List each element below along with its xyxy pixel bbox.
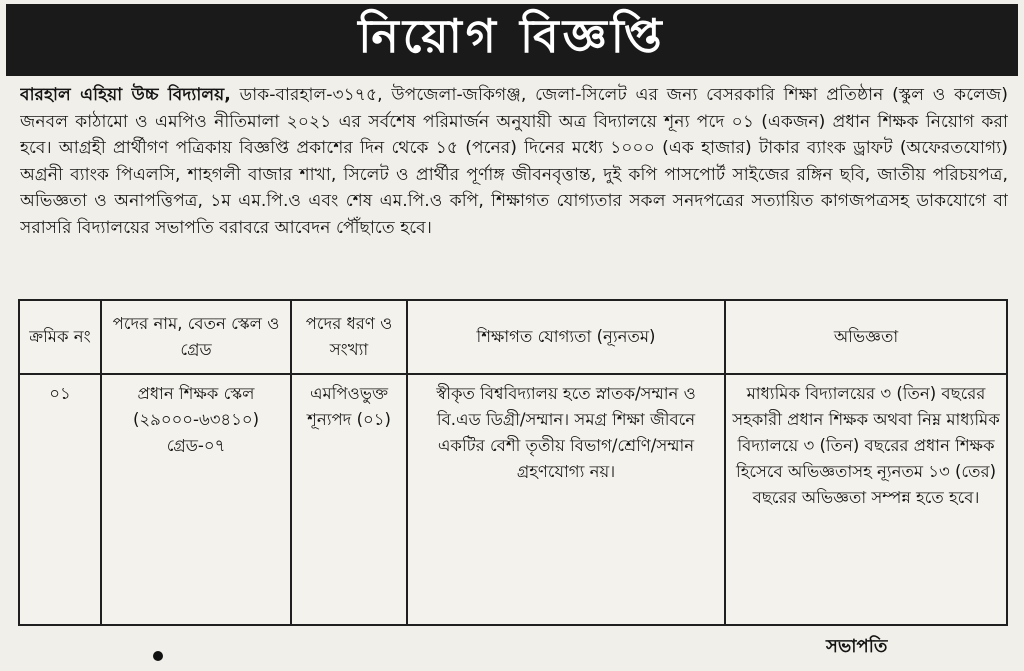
notice-title: নিয়োগ বিজ্ঞপ্তি (358, 9, 666, 63)
cell-type: এমপিওভুক্ত শূন্যপদ (০১) (291, 374, 407, 625)
header-type: পদের ধরণ ও সংখ্যা (291, 300, 407, 374)
institution-name: বারহাল এহিয়া উচ্চ বিদ্যালয়, (20, 85, 231, 105)
header-serial: ক্রমিক নং (19, 300, 101, 374)
cell-post: প্রধান শিক্ষক স্কেল (২৯০০০-৬৩৪১০) গ্রেড-০৭ (101, 374, 291, 625)
signature-label: সভাপতি (826, 636, 888, 657)
bullet-mark (153, 651, 163, 661)
notice-banner (6, 4, 1018, 76)
header-experience: অভিজ্ঞতা (725, 300, 1007, 374)
cell-serial: ০১ (19, 374, 101, 625)
header-post: পদের নাম, বেতন স্কেল ও গ্রেড (101, 300, 291, 374)
cell-qualification: স্বীকৃত বিশ্ববিদ্যালয় হতে স্নাতক/সম্মান ও বি.এড ডিগ্রী/সম্মান। সমগ্র শিক্ষা জীবনে একটির বেশী তৃতীয় বিভাগ/শ্রেণি/সম্মান গ্রহণযোগ্য নয়। (407, 374, 725, 625)
table-row (19, 374, 1007, 625)
header-qualification: শিক্ষাগত যোগ্যতা (ন্যূনতম) (407, 300, 725, 374)
notice-text: ডাক-বারহাল-৩১৭৫, উপজেলা-জকিগঞ্জ, জেলা-সিলেট এর জন্য বেসরকারি শিক্ষা প্রতিষ্ঠান (স্কুল ও কলেজ) জনবল কাঠামো ও এমপিও নীতিমালা ২০২১ এর সর্বশেষ পরিমার্জন অনুযায়ী অত্র বিদ্যালয়ে শূন্য পদে ০১ (একজন) প্রধান শিক্ষক নিয়োগ করা হবে। আগ্রহী প্রার্থীগণ পত্রিকায় বিজ্ঞপ্তি প্রকাশের দিন থেকে ১৫ (পনের) দিনের মধ্যে ১০০০ (এক হাজার) টাকার ব্যাংক ড্রাফট (অফেরতযোগ্য) অগ্রনী ব্যাংক পিএলসি, শাহগলী বাজার শাখা, সিলেট ও প্রার্থীর পূর্ণাঙ্গ জীবনবৃত্তান্ত, দুই কপি পাসপোর্ট সাইজের রঙ্গিন ছবি, জাতীয় পরিচয়পত্র, অভিজ্ঞতা ও অনাপত্তিপত্র, ১ম এম.পি.ও এবং শেষ এম.পি.ও কপি, শিক্ষাগত যোগ্যতার সকল সনদপত্রের সত্যায়িত কাগজপত্রসহ ডাকযোগে বা সরাসরি বিদ্যালয়ের সভাপতি বরাবরে আবেদন পৌঁছাতে হবে। (20, 85, 1008, 238)
vacancy-table (18, 299, 1008, 626)
table-header-row (19, 300, 1007, 374)
notice-body (20, 82, 1008, 292)
cell-experience: মাধ্যমিক বিদ্যালয়ের ৩ (তিন) বছরের সহকারী প্রধান শিক্ষক অথবা নিম্ন মাধ্যমিক বিদ্যালয়ে ৩ (তিন) বছরের প্রধান শিক্ষক হিসেবে অভিজ্ঞতাসহ ন্যূনতম ১৩ (তের) বছরের অভিজ্ঞতা সম্পন্ন হতে হবে। (725, 374, 1007, 625)
